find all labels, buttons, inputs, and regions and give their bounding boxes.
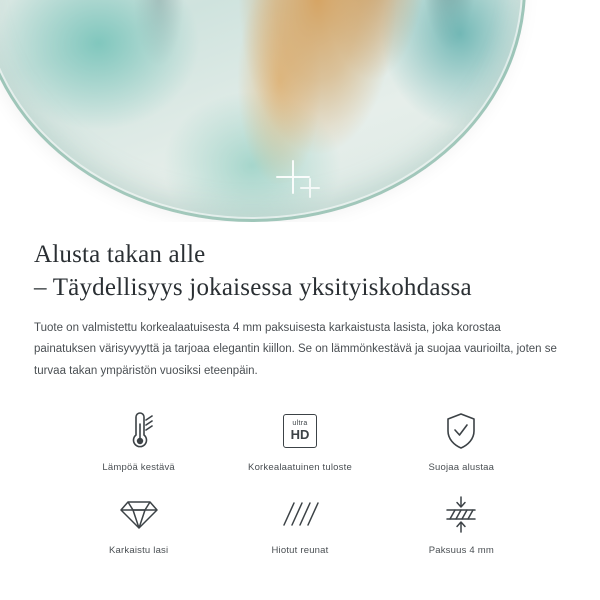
feature-item-surface-protection — [381, 408, 542, 473]
marble-glass-plate — [0, 0, 526, 222]
shield-check-icon — [444, 408, 478, 454]
feature-label: Karkaistu lasi — [109, 544, 169, 556]
thickness-arrows-icon — [441, 491, 481, 537]
plate-rim — [0, 0, 526, 222]
hero-image — [0, 0, 600, 222]
feature-item-thickness — [381, 491, 542, 556]
feature-grid — [34, 408, 566, 556]
feature-label: Paksuus 4 mm — [428, 544, 494, 556]
description-paragraph: Tuote on valmistettu korkealaatuisesta 4 mm paksuisesta karkaistusta lasista, joka korostaa painatuksen värisyvyyttä ja tarjoaa elegantin kiillon. Se on lämmönkestävä ja suojaa vaurioilta, joten se turvaa takan ympäristön vuosiksi eteenpäin. — [34, 322, 557, 377]
polished-edges-icon — [280, 491, 320, 537]
diamond-icon — [119, 491, 159, 537]
feature-item-hd-print — [219, 408, 380, 473]
feature-label: Suojaa alustaa — [428, 461, 495, 473]
headline-line-1: Alusta takan alle — [34, 241, 206, 268]
feature-label: Hiotut reunat — [271, 544, 329, 556]
thermometer-icon — [122, 408, 156, 454]
page-title — [34, 238, 566, 304]
feature-label: Lämpöä kestävä — [102, 461, 175, 473]
feature-item-heat-resistant — [58, 408, 219, 473]
content-block — [0, 222, 600, 556]
feature-item-polished-edges — [219, 491, 380, 556]
headline-line-2: – Täydellisyys jokaisessa yksityiskohdassa — [34, 274, 472, 301]
ultra-hd-icon: ultra HD — [283, 408, 317, 454]
feature-label: Korkealaatuinen tuloste — [248, 461, 352, 473]
feature-item-tempered-glass — [58, 491, 219, 556]
